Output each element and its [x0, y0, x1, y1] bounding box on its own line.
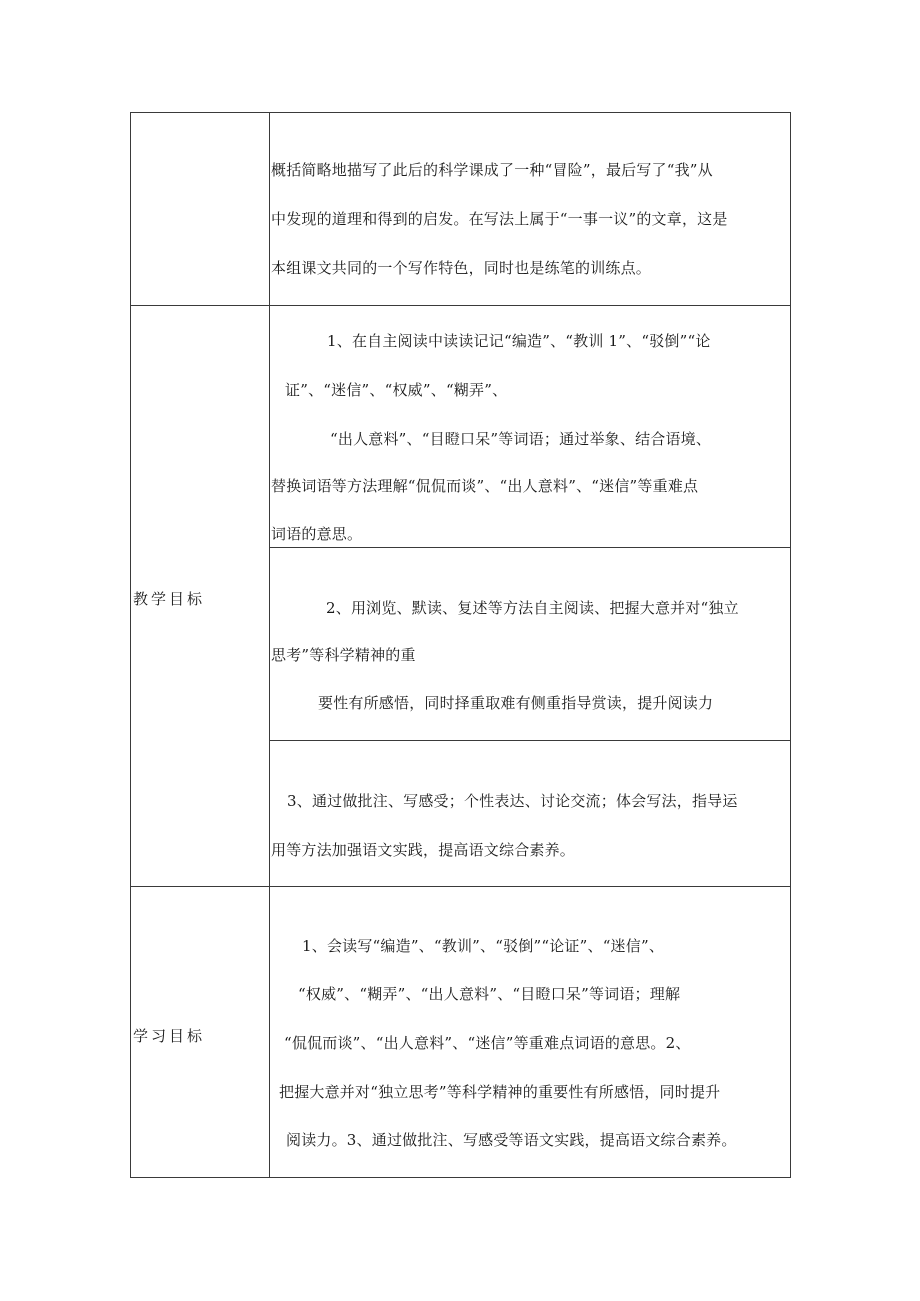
goal2-line-2: 思考”等科学精神的重: [271, 646, 416, 664]
goal1-line-5: 词语的意思。: [271, 525, 363, 543]
goal3-line-1: 3、通过做批注、写感受；个性表达、讨论交流；体会写法，指导运: [287, 792, 738, 810]
row1-line-3: 本组课文共同的一个写作特色，同时也是练笔的训练点。: [271, 259, 652, 277]
column-divider: [269, 112, 270, 1178]
goal3-line-2: 用等方法加强语文实践，提高语文综合素养。: [271, 841, 576, 859]
goal1-line-4: 替换词语等方法理解“侃侃而谈”、“出人意料”、“迷信”等重难点: [271, 477, 699, 495]
goal2-line-1: 2、用浏览、默读、复述等方法自主阅读、把握大意并对“独立: [326, 599, 739, 617]
goal1-line-2: 证”、“迷信”、“权威”、“糊弄”、: [285, 381, 508, 399]
goal2-line-3: 要性有所感悟，同时择重取难有侧重指导赏读，提升阅读力: [318, 694, 714, 712]
learning-goals-line-2: “权威”、“糊弄”、“出人意料”、“目瞪口呆”等词语；理解: [298, 985, 681, 1003]
learning-goals-line-4: 把握大意并对“独立思考”等科学精神的重要性有所感悟，同时提升: [279, 1083, 721, 1101]
learning-goals-line-1: 1、会读写“编造”、“教训”、“驳倒”“论证”、“迷信”、: [302, 937, 665, 955]
table-border-bottom: [130, 1177, 791, 1178]
table-border-top: [130, 112, 791, 113]
teaching-goals-label: 教学目标: [133, 590, 206, 608]
goal1-line-1: 1、在自主阅读中读读记记“编造”、“教训 1”、“驳倒”“论: [327, 332, 711, 350]
learning-goals-line-3: “侃侃而谈”、“出人意料”、“迷信”等重难点词语的意思。2、: [284, 1034, 691, 1052]
cell-divider-goal2-goal3: [269, 740, 791, 741]
table-border-right: [790, 112, 791, 1178]
row-divider-1: [130, 305, 791, 306]
cell-divider-goal1-goal2: [269, 547, 791, 548]
row1-line-1: 概括简略地描写了此后的科学课成了一种“冒险”，最后写了“我”从: [271, 161, 713, 179]
goal1-line-3: “出人意料”、“目瞪口呆”等词语；通过举象、结合语境、: [330, 430, 712, 448]
learning-goals-label: 学习目标: [133, 1027, 206, 1045]
table-border-left: [130, 112, 131, 1178]
row1-line-2: 中发现的道理和得到的启发。在写法上属于“一事一议”的文章，这是: [271, 210, 728, 228]
learning-goals-line-5: 阅读力。3、通过做批注、写感受等语文实践，提高语文综合素养。: [286, 1131, 737, 1149]
row-divider-2: [130, 886, 791, 887]
